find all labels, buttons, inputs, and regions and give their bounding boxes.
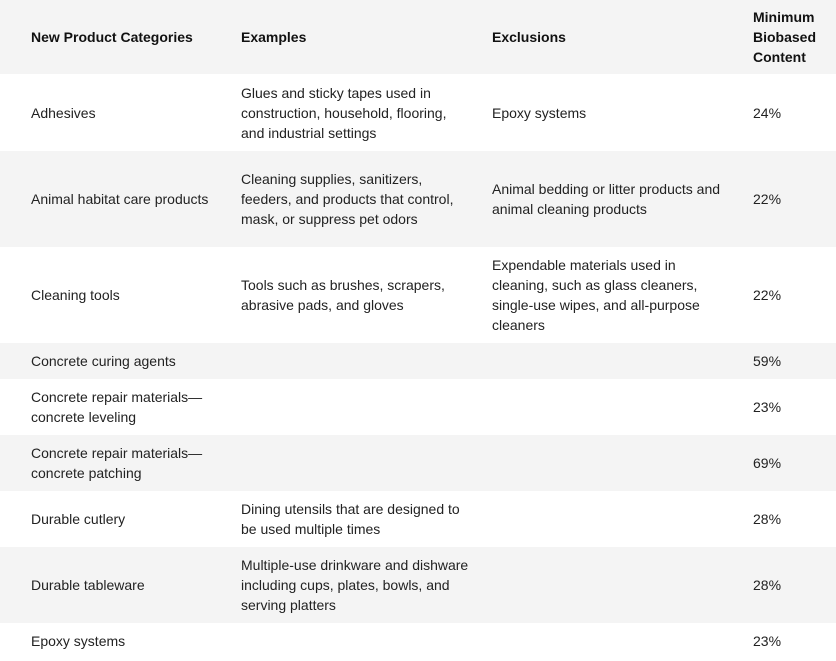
table-row [0, 491, 836, 547]
examples-cell: Glues and sticky tapes used in construction, household, flooring, and industrial settings [241, 84, 447, 141]
table-row [0, 343, 836, 379]
minimum-content-cell: 23% [753, 633, 782, 649]
category-cell: Concrete curing agents [31, 353, 176, 369]
header-minimum-biobased-content: Minimum Biobased Content [753, 9, 817, 65]
examples-cell: Dining utensils that are designed to be used multiple times [241, 501, 460, 537]
examples-cell [230, 343, 481, 379]
table-row [0, 74, 836, 151]
category-cell: Durable cutlery [31, 511, 126, 527]
minimum-content-cell: 24% [753, 104, 782, 121]
header-categories: New Product Categories [31, 29, 193, 45]
examples-cell: Tools such as brushes, scrapers, abrasive pads, and gloves [241, 277, 445, 313]
exclusions-cell [481, 623, 743, 659]
exclusions-cell [481, 379, 743, 435]
category-cell: Animal habitat care products [31, 191, 209, 207]
table-row [0, 151, 836, 247]
minimum-content-cell: 22% [753, 191, 782, 207]
table-row [0, 379, 836, 435]
examples-cell: Multiple-use drinkware and dishware including cups, plates, bowls, and serving platters [241, 557, 469, 613]
category-cell: Epoxy systems [31, 633, 126, 649]
exclusions-cell [481, 435, 743, 491]
exclusions-cell: Animal bedding or litter products and animal cleaning products [492, 181, 721, 217]
examples-cell [230, 379, 481, 435]
table-row [0, 623, 836, 659]
category-cell: Concrete repair materials—concrete patching [31, 445, 203, 481]
table-row [0, 547, 836, 623]
examples-cell [230, 435, 481, 491]
exclusions-cell: Epoxy systems [492, 104, 587, 121]
table-row [0, 435, 836, 491]
examples-cell: Cleaning supplies, sanitizers, feeders, and products that control, mask, or suppress pet odors [241, 171, 454, 227]
header-examples: Examples [241, 29, 307, 45]
minimum-content-cell: 22% [753, 287, 782, 303]
minimum-content-cell: 23% [753, 399, 782, 415]
table-row [0, 247, 836, 343]
category-cell: Concrete repair materials—concrete leveling [31, 389, 203, 425]
minimum-content-cell: 59% [753, 353, 782, 369]
header-exclusions: Exclusions [492, 29, 566, 45]
minimum-content-cell: 28% [753, 577, 782, 593]
minimum-content-cell: 69% [753, 455, 782, 471]
exclusions-cell: Expendable materials used in cleaning, such as glass cleaners, single-use wipes, and all-purpose cleaners [492, 257, 700, 333]
table-header-row [0, 0, 836, 74]
category-cell: Cleaning tools [31, 287, 120, 303]
minimum-content-cell: 28% [753, 511, 782, 527]
category-cell: Adhesives [31, 104, 96, 121]
exclusions-cell [481, 343, 743, 379]
category-cell: Durable tableware [31, 577, 145, 593]
exclusions-cell [481, 547, 743, 623]
examples-cell [230, 623, 481, 659]
exclusions-cell [481, 491, 743, 547]
